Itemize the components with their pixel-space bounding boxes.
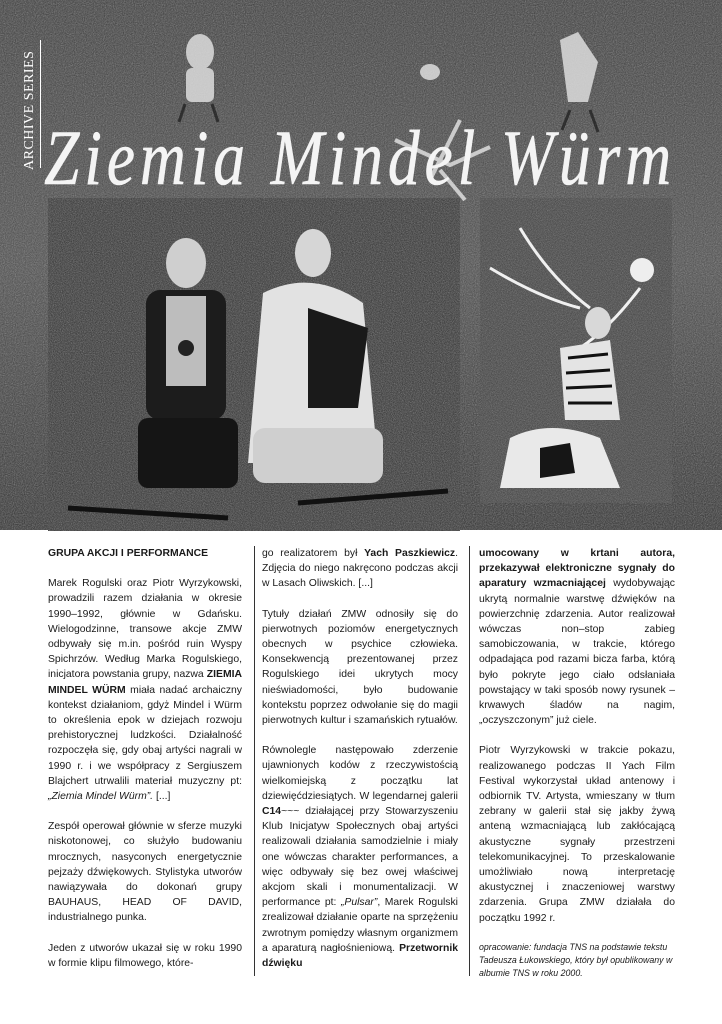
text-run: , Marek Rogulski zrealizował działanie oparte na sprzężeniu zwrotnym pomiędzy własnym organizmem a aparaturą nagłośnieniową. xyxy=(262,897,458,954)
paragraph xyxy=(479,546,675,728)
series-label xyxy=(22,20,40,170)
paragraph: Piotr Wyrzykowski w trakcie pokazu, realizowanego podczas II Yach Film Festival wykorzystał układ antenowy i odbiornik TV. Artysta, wmieszany w tłum zebrany w galerii stał się jakby żywą anteną wzmacniającą lub zakłócającą akustyczne sygnały przestrzeni telekomunikacyjnej. To przeskalowanie umożliwiało nową interpretację akustycznej i znaczeniowej warstwy zdarzenia. Grupa ZMW działała do początku 1992 r. xyxy=(479,745,675,924)
column-divider-1 xyxy=(254,546,255,976)
title-graphic xyxy=(40,112,680,207)
paragraph xyxy=(262,546,458,592)
paragraph xyxy=(262,743,458,971)
photo-forest-figures xyxy=(48,198,460,531)
paragraph: Tytuły działań ZMW odnosiły się do pierwotnych poziomów energetycznych obecnych w psychice człowieka. Konsekwencją prezentowanej przez Rogulskiego idei ukrytych mocy nieświadomości, było budowanie kontekstu poprzez odwołanie się do magii pierwotnych kultur i szamańskich rytuałów. xyxy=(262,608,458,727)
column-divider-2 xyxy=(469,546,470,976)
photo-figure-branches xyxy=(480,198,672,503)
text-run: go realizatorem był xyxy=(262,548,365,559)
page-title: Ziemia Mindel Würm xyxy=(44,114,676,201)
text-emphasis: umocowany w krtani autora, przekazywał elektroniczne sygnały do aparatury wzmacniającej xyxy=(479,548,675,590)
section-heading: GRUPA AKCJI I PERFORMANCE xyxy=(48,548,209,559)
text-run: . Zdjęcia do niego nakręcono podczas akcji w Lasach Oliwskich. [...] xyxy=(262,548,458,590)
paragraph: Zespół operował głównie w sferze muzyki niskotonowej, co służyło budowaniu mrocznych, nasyconych energetycznie pejzaży dźwiękowych. Stylistyka utworów nawiązywała do dokonań grupy BAUHAUS, HEAD OF DAVID, industrialnego punka. xyxy=(48,821,242,924)
performance-title: „Pulsar” xyxy=(340,897,378,909)
text-run: Marek Rogulski oraz Piotr Wyrzykowski, prowadzili razem działania w okresie 1990–1992, głównie w Gdańsku. Wielogodzinne, transowe akcje ZMW odbywały się m.in. pośród ruin Wyspy Spichrzów. Według Marka Rogulskiego, inicjatora powstania grupy, nazwa xyxy=(48,578,242,681)
text-run: Równolegle następowało zderzenie ujawnionych kodów z rzeczywistością wielkomiejską z początku lat dziewięćdziesiątych. W legendarnej galerii xyxy=(262,745,458,802)
text-run: ~~~ działającej przy Stowarzyszeniu Klub Inicjatyw Społecznych obaj artyści realizowali działania samodzielnie i miały one wówczas charakter performances, a więc odbywały się bez owej właściwej akcjom skali i monumentalizacji. W performance pt: xyxy=(262,806,458,909)
person-name: Yach Paszkiewicz xyxy=(364,548,456,559)
gallery-name: C14 xyxy=(262,806,282,818)
text-column-1 xyxy=(48,546,242,986)
series-label-text: ARCHIVE SERIES xyxy=(22,50,37,170)
album-title: „Ziemia Mindel Würm”. xyxy=(48,791,154,803)
text-column-2 xyxy=(262,546,458,986)
group-name: ZIEMIA MINDEL WÜRM xyxy=(48,669,242,696)
text-run: wydobywając ukrytą normalnie warstwę dźwięków na powierzchnię zdarzenia. Autor realizował wówczas non–stop zabieg samobiczowania, w trakcie, którego odpadająca pod razami bicza farba, którą było pokryte jego ciało odsłaniała powstający w taki sposób nowy rysunek – krwawych śladów na nagim, „oczyszczonym” już ciele. xyxy=(479,578,675,727)
credit-note: opracowanie: fundacja TNS na podstawie tekstu Tadeusza Łukowskiego, który był opublikowany w albumie TNS w roku 2000. xyxy=(479,941,673,978)
paragraph xyxy=(48,576,242,804)
text-run: [...] xyxy=(153,791,171,803)
text-column-3 xyxy=(479,546,675,995)
text-run: miała nadać archaiczny kontekst działaniom, gdyż Mindel i Würm to określenia epok w dziejach rozwoju prehistorycznej ludzkości. Działalność rozpoczęła się, gdy obaj artyści nagrali w 1990 r. i we współpracy z Sergiuszem Blajchert utrwalili materiał muzyczny pt: xyxy=(48,684,243,787)
text-emphasis: Przetwornik dźwięku xyxy=(262,942,458,970)
paragraph: Jeden z utworów ukazał się w roku 1990 w formie klipu filmowego, które- xyxy=(48,942,242,969)
